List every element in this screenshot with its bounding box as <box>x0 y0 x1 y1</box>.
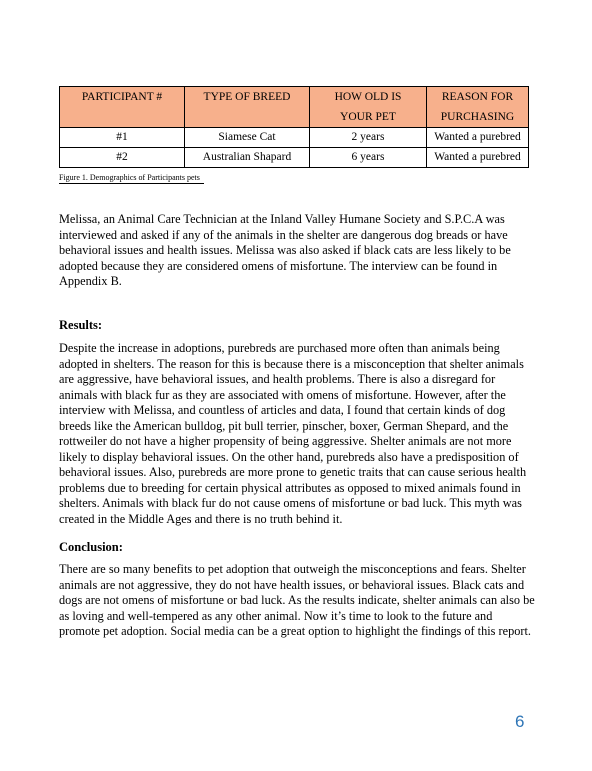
intro-paragraph: Melissa, an Animal Care Technician at the Inland Valley Humane Society and S.P.C.A was interviewed and asked if any of the animals in the shelter are dangerous dog breads or have behavioral issues and health issues. Melissa was also asked if black cats are less likely to be adopted because they are considered omens of misfortune. The interview can be found in Appendix B. <box>59 212 511 288</box>
header-breed: TYPE OF BREED <box>185 87 310 128</box>
header-age: HOW OLD IS YOUR PET <box>310 87 427 128</box>
table-row <box>60 128 529 148</box>
conclusion-paragraph: There are so many benefits to pet adoption that outweigh the misconceptions and fears. Shelter animals are not aggressive, they do not have health issues, or behavioral issues. Black cats and dogs are not omens of misfortune or bad luck. As the results indicate, shelter animals can also be as loving and well-tempered as any other animal. Now it’s time to look to the future and promote pet adoption. Social media can be a great option to highlight the findings of this report. <box>59 562 535 638</box>
conclusion-heading: Conclusion: <box>59 540 123 554</box>
cell-breed: Siamese Cat <box>185 128 310 148</box>
table-header-row <box>60 87 529 128</box>
results-heading: Results: <box>59 318 103 332</box>
demographics-table <box>59 86 529 168</box>
page-number: 6 <box>515 712 525 731</box>
cell-participant: #1 <box>60 128 185 148</box>
header-reason: REASON FOR PURCHASING <box>427 87 529 128</box>
cell-age: 6 years <box>310 148 427 168</box>
cell-reason: Wanted a purebred <box>427 148 529 168</box>
results-paragraph: Despite the increase in adoptions, purebreds are purchased more often than animals being adopted in shelters. The reason for this is because there is a misconception that shelter animals are aggressive, have behavioral issues, and health problems. There is also a disregard for animals with black fur as they are associated with omens of misfortune. However, after the interview with Melissa, and countless of articles and data, I found that certain kinds of dog breeds like the American bulldog, pit bull terrier, pinscher, boxer, German Shepard, and the rottweiler do not have a higher propensity of being aggressive. Shelter animals are not more likely to display behavioral issues. On the other hand, purebreds also have a predisposition of behavioral issues. Also, purebreds are more prone to genetic traits that can cause serious health problems due to breeding for certain physical attributes as opposed to mixed animals found in shelters. Animals with black fur do not cause omens of misfortune or bad luck. This myth was created in the Middle Ages and there is no truth behind it. <box>59 341 527 526</box>
figure-caption: Figure 1. Demographics of Participants pets <box>59 172 204 184</box>
header-participant: PARTICIPANT # <box>60 87 185 128</box>
cell-age: 2 years <box>310 128 427 148</box>
cell-breed: Australian Shapard <box>185 148 310 168</box>
cell-participant: #2 <box>60 148 185 168</box>
table-row <box>60 148 529 168</box>
cell-reason: Wanted a purebred <box>427 128 529 148</box>
